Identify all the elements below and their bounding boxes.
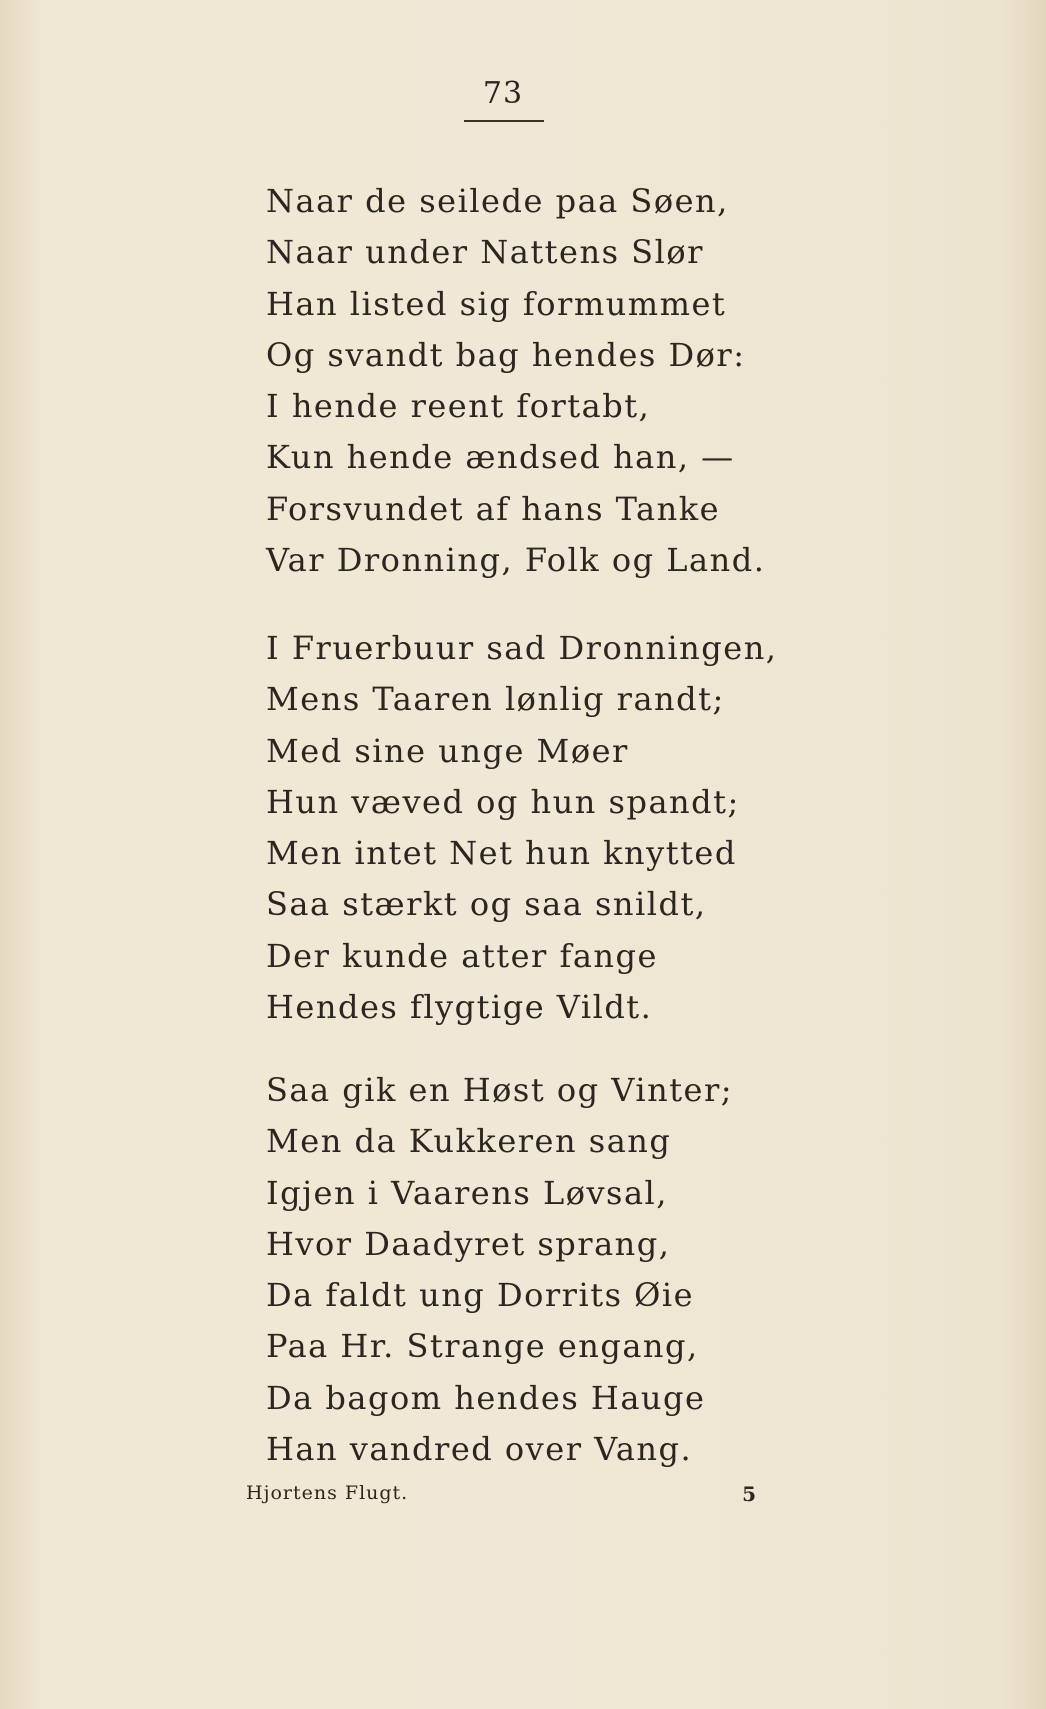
verse-line: Var Dronning, Folk og Land. <box>266 541 766 580</box>
verse-line: Hvor Daadyret sprang, <box>266 1224 671 1263</box>
verse-line: Naar de seilede paa Søen, <box>266 182 729 220</box>
signature-line: Hjortens Flugt. <box>246 1482 409 1504</box>
stanza-1 <box>266 176 986 586</box>
verse-line: Saa stærkt og saa snildt, <box>266 885 707 924</box>
verse-line: Naar under Nattens Slør <box>266 233 704 272</box>
page-footer <box>246 1482 756 1512</box>
verse-line: Da bagom hendes Hauge <box>266 1378 706 1417</box>
verse-line: Forsvundet af hans Tanke <box>266 489 721 528</box>
verse-line: Men intet Net hun knytted <box>266 834 737 873</box>
verse-line: Da faldt ung Dorrits Øie <box>266 1276 695 1315</box>
verse-line: Hun væved og hun spandt; <box>266 782 740 821</box>
verse-line: I hende reent fortabt, <box>266 387 651 426</box>
verse-line: Men da Kukkeren sang <box>266 1122 672 1161</box>
verse-line: Og svandt bag hendes Dør: <box>266 335 746 374</box>
verse-line: Med sine unge Møer <box>266 731 629 770</box>
verse-line: Han vandred over Vang. <box>266 1430 693 1469</box>
verse-line: Kun hende ændsed han, — <box>266 438 735 477</box>
stanza-2 <box>266 623 986 1033</box>
sheet-mark: 5 <box>742 1482 756 1506</box>
stanza-3 <box>266 1065 986 1475</box>
page-number-rule <box>464 120 544 122</box>
verse-line: Saa gik en Høst og Vinter; <box>266 1071 734 1109</box>
verse-line: Der kunde atter fange <box>266 936 658 975</box>
verse-line: I Fruerbuur sad Dronningen, <box>266 629 778 667</box>
verse-line: Igjen i Vaarens Løvsal, <box>266 1173 668 1212</box>
verse-line: Hendes flygtige Vildt. <box>266 988 653 1027</box>
page-number: 73 <box>482 76 524 111</box>
verse-line: Han listed sig formummet <box>266 284 727 323</box>
verse-line: Mens Taaren lønlig randt; <box>266 680 725 719</box>
verse-line: Paa Hr. Strange engang, <box>266 1327 699 1366</box>
